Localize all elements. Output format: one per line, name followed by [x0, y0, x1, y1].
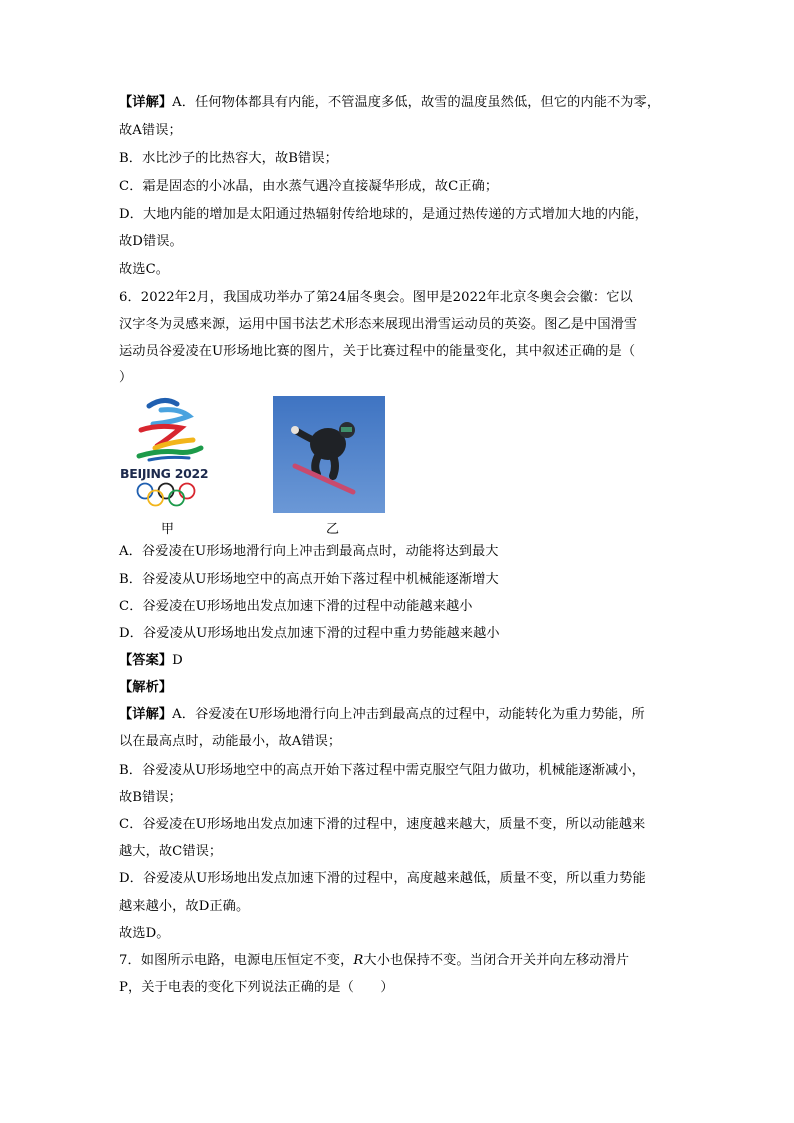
- snowboarder-graphic: [273, 396, 385, 513]
- q6-option-c: C．谷爱凌在U形场地出发点加速下滑的过程中动能越来越小: [119, 599, 473, 614]
- q6-answer: [119, 652, 183, 670]
- q6-detail-c-line1: C．谷爱凌在U形场地出发点加速下滑的过程中，速度越来越大，质量不变，所以动能越来: [119, 817, 646, 832]
- figure-jia-caption: 甲: [161, 522, 175, 537]
- prev-detail-d-line1: D．大地内能的增加是太阳通过热辐射传给地球的，是通过热传递的方式增加大地的内能，: [119, 207, 648, 222]
- answer-label: 【答案】: [119, 653, 173, 668]
- figure-yi-caption: 乙: [326, 522, 340, 537]
- snowboarder-photo: [273, 396, 385, 513]
- q7-stem-line2: P，关于电表的变化下列说法正确的是（ ）: [119, 980, 394, 995]
- olympic-rings-icon: [135, 482, 199, 508]
- beijing-2022-emblem: [119, 394, 219, 512]
- q6-detail-d-line1: D．谷爱凌从U形场地出发点加速下滑的过程中，高度越来越低，质量不变，所以重力势能: [119, 871, 646, 886]
- q6-stem-line2: 汉字冬为灵感来源，运用中国书法艺术形态来展现出滑雪运动员的英姿。图乙是中国滑雪: [119, 317, 638, 332]
- q7-stem-line1: 7．如图所示电路，电源电压恒定不变，R大小也保持不变。当闭合开关并向左移动滑片: [119, 953, 630, 968]
- prev-detail-c: C．霜是固态的小冰晶，由水蒸气遇冷直接凝华形成，故C正确；: [119, 179, 499, 194]
- q6-detail-b-line1: B．谷爱凌从U形场地空中的高点开始下落过程中需克服空气阻力做功，机械能逐渐减小，: [119, 763, 645, 778]
- q6-detail-a-line2: 以在最高点时，动能最小，故A错误；: [119, 734, 342, 749]
- q6-option-d: D．谷爱凌从U形场地出发点加速下滑的过程中重力势能越来越小: [119, 626, 500, 641]
- q6-detail-a-line1: 【详解】A．谷爱凌在U形场地滑行向上冲击到最高点的过程中，动能转化为重力势能，所: [119, 707, 645, 722]
- q6-stem-line3: 运动员谷爱凌在U形场地比赛的图片，关于比赛过程中的能量变化，其中叙述正确的是（: [119, 344, 636, 359]
- q6-option-a: A．谷爱凌在U形场地滑行向上冲击到最高点时，动能将达到最大: [119, 544, 499, 559]
- prev-detail-a-line2: 故A错误；: [119, 123, 182, 138]
- q6-detail-c-line2: 越大，故C错误；: [119, 844, 223, 859]
- prev-detail-b: B．水比沙子的比热容大，故B错误；: [119, 151, 338, 166]
- q6-analysis-label: 【解析】: [119, 680, 173, 695]
- detail-label: 【详解】: [119, 95, 173, 110]
- prev-detail-a-line1: 【详解】A．任何物体都具有内能，不管温度多低，故雪的温度虽然低，但它的内能不为零，: [119, 95, 661, 110]
- q6-stem-line1: 6．2022年2月，我国成功举办了第24届冬奥会。图甲是2022年北京冬奥会会徽：它以: [119, 290, 633, 305]
- emblem-text: BEIJING 2022: [120, 466, 209, 481]
- resistor-symbol: R: [353, 953, 364, 968]
- q6-detail-b-line2: 故B错误；: [119, 790, 182, 805]
- q6-choose: 故选D。: [119, 926, 170, 941]
- prev-choose: 故选C。: [119, 262, 170, 277]
- answer-value: D: [172, 653, 183, 668]
- prev-detail-d-line2: 故D错误。: [119, 234, 183, 249]
- q6-detail-d-line2: 越来越小，故D正确。: [119, 899, 250, 914]
- detail-label: 【详解】: [119, 707, 173, 722]
- q6-option-b: B．谷爱凌从U形场地空中的高点开始下落过程中机械能逐渐增大: [119, 572, 499, 587]
- q6-stem-line4: ）: [119, 370, 133, 385]
